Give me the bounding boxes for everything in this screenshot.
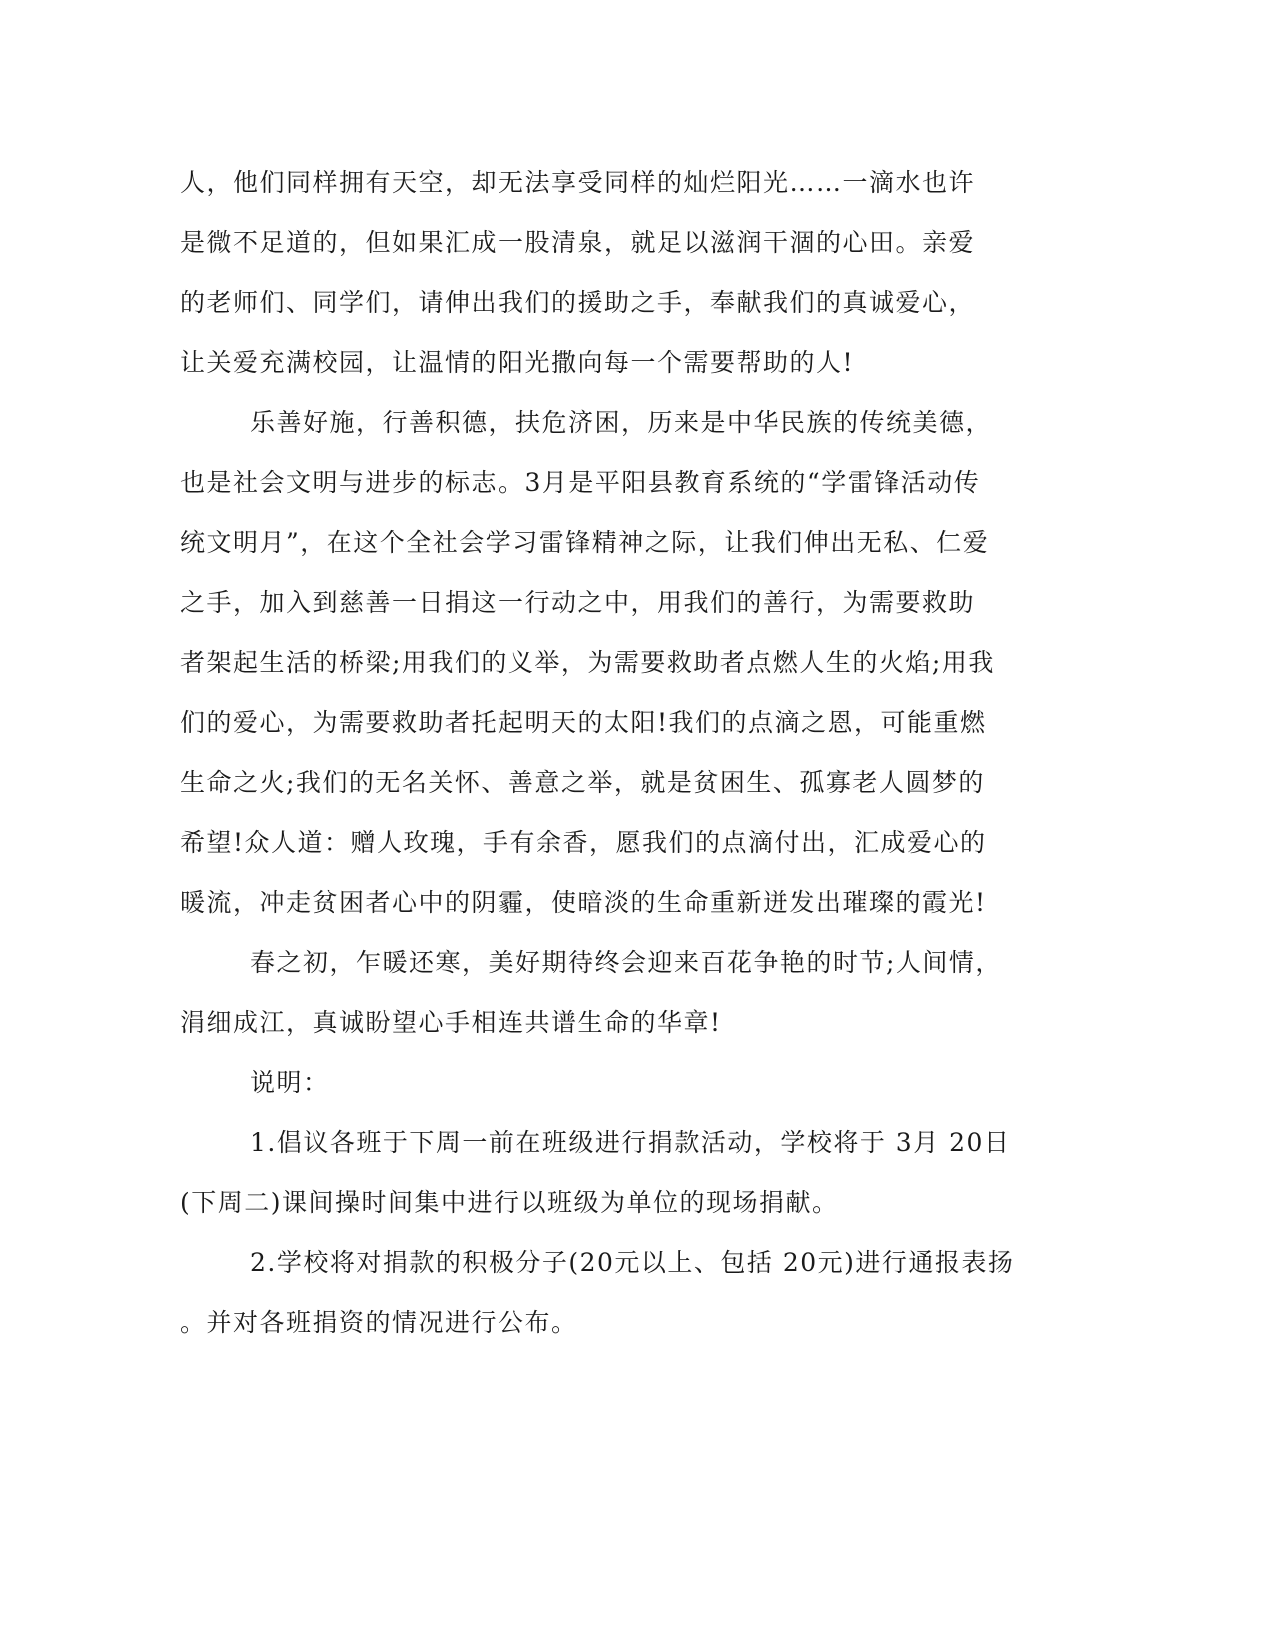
text-line: 也是社会文明与进步的标志。3月是平阳县教育系统的“学雷锋活动传 xyxy=(180,468,981,497)
document-body xyxy=(180,153,1030,1353)
text-line: 让关爱充满校园，让温情的阳光撒向每一个需要帮助的人! xyxy=(180,348,855,377)
paragraph-spring xyxy=(180,933,1030,1053)
text-line: 1.倡议各班于下周一前在班级进行捐款活动，学校将于 3月 20日 xyxy=(250,1128,1011,1157)
paragraph-note-1 xyxy=(180,1113,1030,1233)
paragraph-note-2 xyxy=(180,1233,1030,1353)
text-line: 者架起生活的桥梁;用我们的义举，为需要救助者点燃人生的火焰;用我 xyxy=(180,648,995,677)
text-line: 的老师们、同学们，请伸出我们的援助之手，奉献我们的真诚爱心， xyxy=(180,288,976,317)
text-line: 统文明月”，在这个全社会学习雷锋精神之际，让我们伸出无私、仁爱 xyxy=(180,528,990,557)
text-line: 。并对各班捐资的情况进行公布。 xyxy=(180,1308,578,1337)
text-line: 2.学校将对捐款的积极分子(20元以上、包括 20元)进行通报表扬 xyxy=(250,1248,1015,1277)
text-line: 生命之火;我们的无名关怀、善意之举，就是贫困生、孤寡老人圆梦的 xyxy=(180,768,985,797)
paragraph-continuation xyxy=(180,153,1030,393)
text-line: 希望!众人道：赠人玫瑰，手有余香，愿我们的点滴付出，汇成爱心的 xyxy=(180,828,987,857)
text-line: 们的爱心，为需要救助者托起明天的太阳!我们的点滴之恩，可能重燃 xyxy=(180,708,987,737)
text-line: 乐善好施，行善积德，扶危济困，历来是中华民族的传统美德， xyxy=(250,408,993,437)
text-line: 是微不足道的，但如果汇成一股清泉，就足以滋润干涸的心田。亲爱 xyxy=(180,228,976,257)
text-line: 人，他们同样拥有天空，却无法享受同样的灿烂阳光……一滴水也许 xyxy=(180,168,976,197)
text-line: 之手，加入到慈善一日捐这一行动之中，用我们的善行，为需要救助 xyxy=(180,588,976,617)
text-line: 暖流，冲走贫困者心中的阴霾，使暗淡的生命重新迸发出璀璨的霞光! xyxy=(180,888,987,917)
paragraph-notes-heading xyxy=(180,1053,1030,1113)
text-line: (下周二)课间操时间集中进行以班级为单位的现场捐献。 xyxy=(180,1188,839,1217)
paragraph-virtue xyxy=(180,393,1030,933)
text-line: 涓细成江，真诚盼望心手相连共谱生命的华章! xyxy=(180,1008,722,1037)
notes-heading: 说明： xyxy=(250,1068,330,1097)
text-line: 春之初，乍暖还寒，美好期待终会迎来百花争艳的时节;人间情， xyxy=(250,948,1002,977)
